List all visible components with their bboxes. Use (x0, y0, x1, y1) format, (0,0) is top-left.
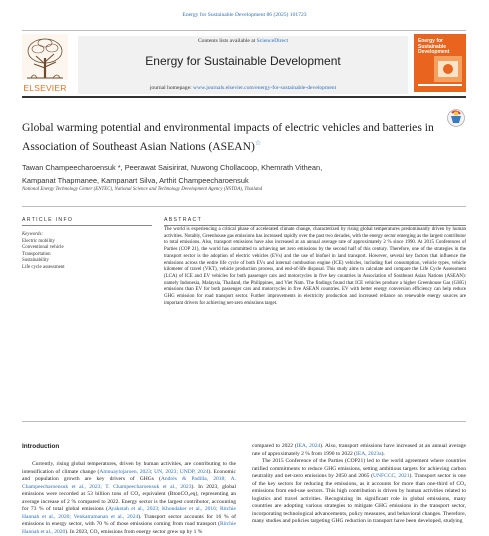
body-text-run: ). In 2023, CO₂ emissions from energy sector grew up by 1 % (65, 528, 203, 535)
citation-link[interactable]: IEA, 2024 (296, 443, 321, 449)
cover-title: Energy for Sustainable Development (418, 38, 450, 56)
body-text-run: ). In 2023, global emissions were recorded at 53 billion tons of CO₂ equivalent (BtonCO₂eq), representing an average increase of 2 % compared to 2022. Energy sector is the largest contributor, accounting for 73 % of total global emissions ( (22, 483, 236, 512)
authors-line-2[interactable]: Kampanat Thapmanee, Kampanart Silva, Arthit Champeecharoensuk (22, 175, 249, 185)
contents-prefix: Contents lists available at (197, 38, 256, 44)
introduction-heading: Introduction (22, 443, 60, 450)
citation-link[interactable]: IEA, 2023a (355, 450, 382, 457)
sciencedirect-link[interactable]: ScienceDirect (256, 38, 289, 44)
body-text-run: ). Economic and population growth are key drivers of GHGs ( (22, 468, 236, 482)
introduction-right-column (252, 443, 466, 526)
intro-paragraph-2 (252, 458, 466, 526)
citation-link[interactable]: Andrés & Padilla, 2018; A. Champeecharoensuk et al., 2023; T. Champeecharoensuk et al., 2023 (22, 476, 236, 490)
homepage-label: journal homepage: (149, 85, 192, 91)
abstract-bottom-rule (22, 421, 466, 422)
journal-cover-thumbnail[interactable] (414, 34, 466, 92)
affiliation: National Energy Technology Center (ENTEC), National Science and Technology Development Agency (NSTDA), Thailand (22, 187, 263, 192)
journal-reference[interactable]: Energy for Sustainable Development 86 (2025) 101723 (182, 12, 307, 18)
keyword-item: Sustainability (22, 258, 49, 264)
body-text-run: ). (381, 450, 385, 457)
author-list (22, 162, 462, 187)
abstract-text: The world is experiencing a critical phase of accelerated climate change, characterized by rising global temperatures predominantly driven by human activities. Notably, Greenhouse gas emissions has increased rapidly over the past two decades, with the energy sector emerging as the largest contributor to total emissions. Also, transport emissions have also increased at an annual average rate of approximately 2 % since 1990. At 2015 Conferences of Parties (COP 21), the world has committed to achieving net zero emissions by the second half of this century. Therefore, one of the strategies in the transport sector is the adoption of electric vehicles (EVs) and the use of biofuel in land transport. However, several key factors that influence the emissions across the entire life cycle of both EVs and internal combustion engine (ICE) vehicles, including fuel consumption, vehicle types, vehicle kilometer of travel (VKT), vehicle production process, and end-of-life disposal. This study aims to calculate and compare the Life Cycle Assessment (LCA) of ICE and EV vehicles for both passenger cars and motorcycles in five key countries in Association of Southeast Asian Nations (ASEAN): namely Indonesia, Malaysia, Thailand, the Philippines, and Viet Nam. The findings found that ICE vehicles produce a higher Greenhouse Gas (GHG) emissions than EV for both passenger cars and motorcycles in five ASEAN countries. EV with better energy conversion efficiency can help reduce GHG emission for road transport sector. Further improvements in electricity production and increased reliance on renewable energy sources are important drivers for achieving net-zero emissions target. (164, 227, 466, 306)
homepage-link[interactable]: www.journals.elsevier.com/energy-for-sustainable-development (193, 85, 337, 91)
body-text-run: ). Transport sector accounts for 16 % of emissions in energy sector, with 70 % of those emissions coming from road transport ( (22, 513, 236, 527)
header-divider (22, 96, 466, 98)
body-text-run: compared to 2022 ( (252, 443, 297, 449)
title-footnote-mark[interactable]: ☆ (254, 138, 262, 147)
intro-paragraph-continued (252, 443, 466, 458)
body-text-run: ). Also, transport emissions have increased at an annual average rate of approximately 2 % from 1990 to 2022 ( (252, 443, 466, 457)
info-rule (22, 225, 152, 226)
authors-line-1[interactable]: Tawan Champeecharoensuk *, Peerawat Saisirirat, Nuwong Chollacoop, Khemrath Vithean, (22, 163, 323, 172)
keyword-item: Life cycle assessment (22, 264, 65, 270)
divider-top (22, 206, 466, 207)
journal-homepage (78, 85, 408, 91)
keyword-item: Electric mobility (22, 238, 56, 244)
abstract-heading: ABSTRACT (164, 217, 203, 223)
keywords-title: Keywords: (22, 232, 44, 237)
article-title (22, 121, 437, 154)
body-text-run: ). Transport sector is one of the key sectors for reducing the emissions, as it accounts for more than one-third of CO₂ emissions from end-use sectors. This high contribution is driven by human activities related to logistics and travel activities. Recognizing its significant role in global emissions, many countries are adopting various strategies to mitigate GHG emissions in the transport sector, incorporating technological advancements, policy measures, and behavioral changes. Therefore, many studies and policies targeting GHG reduction in transport have been developed, studying (252, 473, 466, 524)
keywords-block (22, 232, 152, 272)
contents-line (78, 38, 408, 44)
abstract-rule (164, 225, 466, 226)
citation-link[interactable]: Ritchie Hannah et al., 2020 (22, 521, 236, 535)
citation-link[interactable]: Amnuaylojaroen, 2023; UN, 2023; UNDP, 2024 (99, 468, 209, 475)
cover-art (414, 34, 466, 92)
article-info-heading: ARTICLE INFO (22, 217, 74, 223)
keyword-item: Conventional vehicle (22, 245, 64, 251)
keyword-item: Transportation (22, 251, 51, 257)
body-text-run: Currently, rising global temperatures, driven by human activities, are contributing to the intensification of climate change ( (22, 461, 236, 475)
elsevier-tree-logo[interactable] (22, 34, 68, 90)
body-text-run: The 2015 Conference of the Parties (COP21) led to the world agreement where countries ratified commitments to reduce GHG emissions, setting ambitious targets for achieving carbon neutrality and net-zero emissions by 2050 and 2065 ( (252, 458, 466, 479)
citation-link[interactable]: UNFCCC, 2021 (373, 473, 410, 479)
publisher-wordmark: ELSEVIER (23, 83, 67, 93)
article-title-text: Global warming potential and environmental impacts of electric vehicles and batteries in Association of Southeast Asian Nations (ASEAN) (22, 121, 434, 153)
introduction-left-column (22, 461, 236, 536)
journal-title[interactable]: Energy for Sustainable Development (145, 54, 341, 68)
check-for-updates-icon[interactable] (446, 108, 466, 128)
citation-link[interactable]: Ayaketah et al., 2023; Khondaker et al., 2016; Ritchie Hannah et al., 2020; Venkatramanan et al., 2024 (22, 506, 236, 520)
